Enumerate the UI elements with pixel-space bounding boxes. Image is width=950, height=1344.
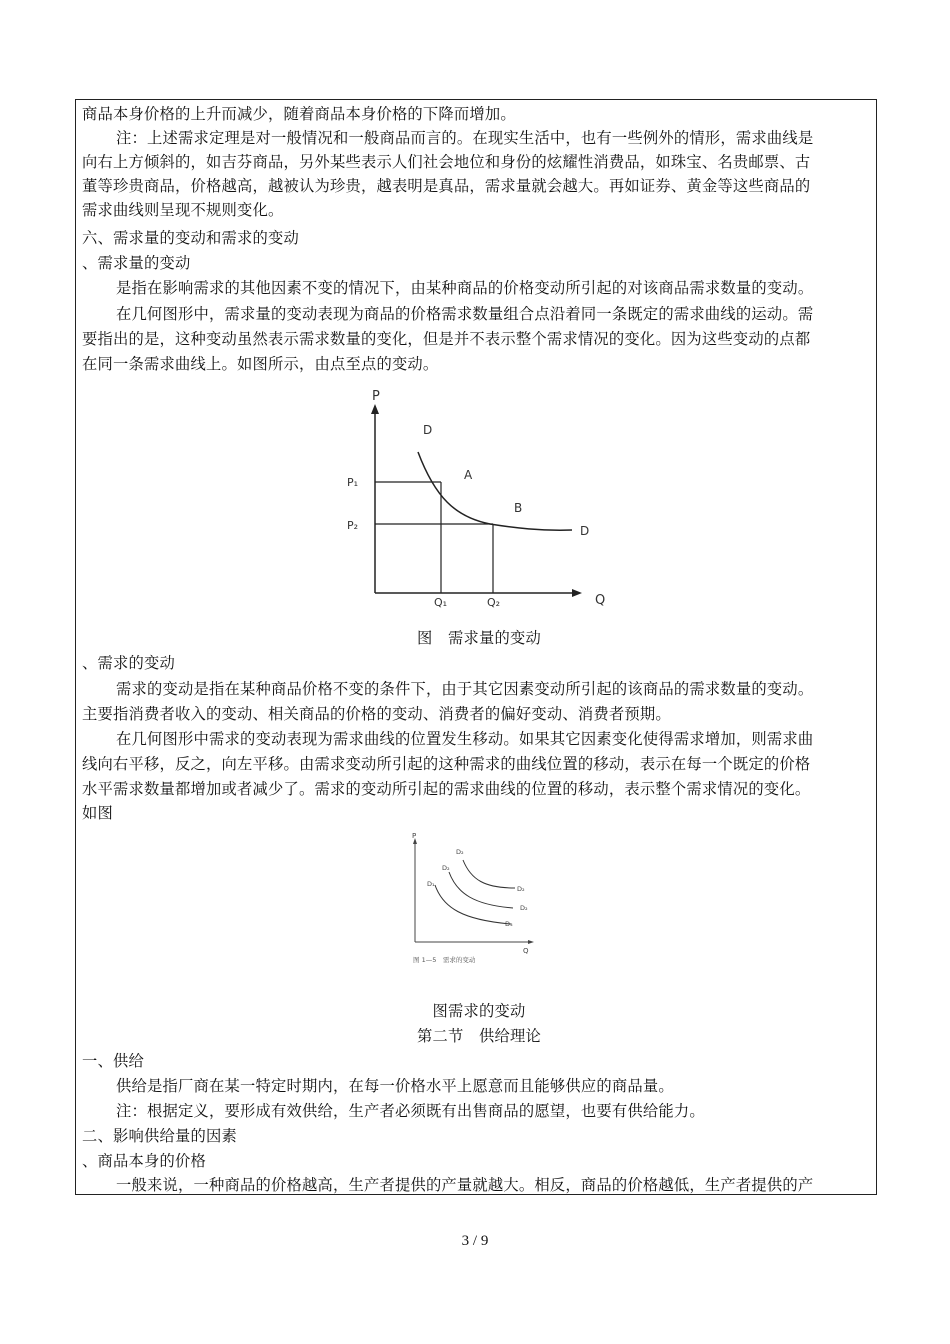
curve-label: D₁ <box>427 880 435 888</box>
text-line: 是指在影响需求的其他因素不变的情况下，由某种商品的价格变动所引起的对该商品需求数量的变动。 <box>116 279 814 297</box>
x-axis-label: Q <box>595 593 606 608</box>
section-title: 第二节 供给理论 <box>417 1027 541 1045</box>
curve-label: D₂ <box>520 904 528 912</box>
text-line: 董等珍贵商品，价格越高，越被认为珍贵，越表明是真品，需求量就会越大。再如证券、黄金等这些商品的 <box>82 177 811 195</box>
demand-curve-middle <box>449 872 513 908</box>
figure2-caption: 图需求的变动 <box>432 1002 526 1020</box>
text-line: 向右上方倾斜的，如吉芬商品，另外某些表示人们社会地位和身份的炫耀性消费品，如珠宝、名贵邮票、古 <box>82 153 811 171</box>
text-line: 需求的变动是指在某种商品价格不变的条件下，由于其它因素变动所引起的该商品的需求数量的变动。 <box>116 680 814 698</box>
text-line: 如图 <box>82 804 113 822</box>
page-number: 3 / 9 <box>461 1233 489 1249</box>
text-line: 注：根据定义，要形成有效供给，生产者必须既有出售商品的愿望，也要有供给能力。 <box>116 1102 705 1120</box>
x-axis-arrow <box>572 589 582 597</box>
text-line: 要指出的是，这种变动虽然表示需求数量的变化，但是并不表示整个需求情况的变化。因为这些变动的点都 <box>82 330 811 348</box>
text-line: 供给是指厂商在某一特定时期内，在每一价格水平上愿意而且能够供应的商品量。 <box>116 1077 674 1095</box>
text-line: 注：上述需求定理是对一般情况和一般商品而言的。在现实生活中，也有一些例外的情形，需求曲线是 <box>116 129 814 147</box>
x-axis-arrow <box>528 940 534 944</box>
demand-curve-lower <box>435 885 511 924</box>
heading-supply-factors: 二、影响供给量的因素 <box>82 1127 237 1145</box>
text-line: 主要指消费者收入的变动、相关商品的价格的变动、消费者的偏好变动、消费者预期。 <box>82 705 671 723</box>
curve-label: D₂ <box>517 885 525 893</box>
figure2-inner-caption: 图 1—5 需求的变动 <box>413 956 476 964</box>
curve-label-top: D <box>423 423 433 437</box>
q2-label: Q₂ <box>487 596 501 609</box>
curve-label: D₂ <box>456 848 464 856</box>
y-axis-label: P <box>372 389 380 404</box>
heading-demand-change: 六、需求量的变动和需求的变动 <box>82 229 299 247</box>
point-a-label: A <box>464 468 473 482</box>
text-line: 商品本身价格的上升而减少，随着商品本身价格的下降而增加。 <box>82 105 516 123</box>
y-axis-arrow <box>371 404 379 414</box>
text-line: 在几何图形中需求的变动表现为需求曲线的位置发生移动。如果其它因素变化使得需求增加，则需求曲 <box>116 730 814 748</box>
x-axis-label: Q <box>523 947 529 955</box>
curve-label: D₃ <box>505 920 513 928</box>
q1-label: Q₁ <box>434 596 448 609</box>
subheading-own-price: 、商品本身的价格 <box>82 1152 206 1170</box>
y-axis-label: P <box>412 832 417 840</box>
subheading-quantity-change: 、需求量的变动 <box>82 254 191 272</box>
p1-label: P₁ <box>347 476 359 489</box>
p2-label: P₂ <box>347 519 359 532</box>
demand-shift-figure <box>405 832 555 970</box>
text-line: 需求曲线则呈现不规则变化。 <box>82 201 284 219</box>
text-line: 水平需求数量都增加或者减少了。需求的变动所引起的需求曲线的位置的移动，表示整个需求情况的变化。 <box>82 780 811 798</box>
demand-quantity-figure <box>340 382 625 614</box>
text-line: 在几何图形中，需求量的变动表现为商品的价格需求数量组合点沿着同一条既定的需求曲线的运动。需 <box>116 305 814 323</box>
demand-curve-upper <box>463 860 515 888</box>
point-b-label: B <box>514 501 523 515</box>
text-line: 在同一条需求曲线上。如图所示，由点至点的变动。 <box>82 355 439 373</box>
text-line: 一般来说，一种商品的价格越高，生产者提供的产量就越大。相反，商品的价格越低，生产者提供的产 <box>116 1176 814 1194</box>
subheading-demand-shift: 、需求的变动 <box>82 654 175 672</box>
curve-label-right: D <box>580 524 590 538</box>
curve-label: D₂ <box>442 864 450 872</box>
figure1-caption: 图 需求量的变动 <box>417 629 541 647</box>
text-line: 线向右平移，反之，向左平移。由需求变动所引起的这种需求的曲线位置的移动，表示在每一个既定的价格 <box>82 755 811 773</box>
heading-supply: 一、供给 <box>82 1052 144 1070</box>
